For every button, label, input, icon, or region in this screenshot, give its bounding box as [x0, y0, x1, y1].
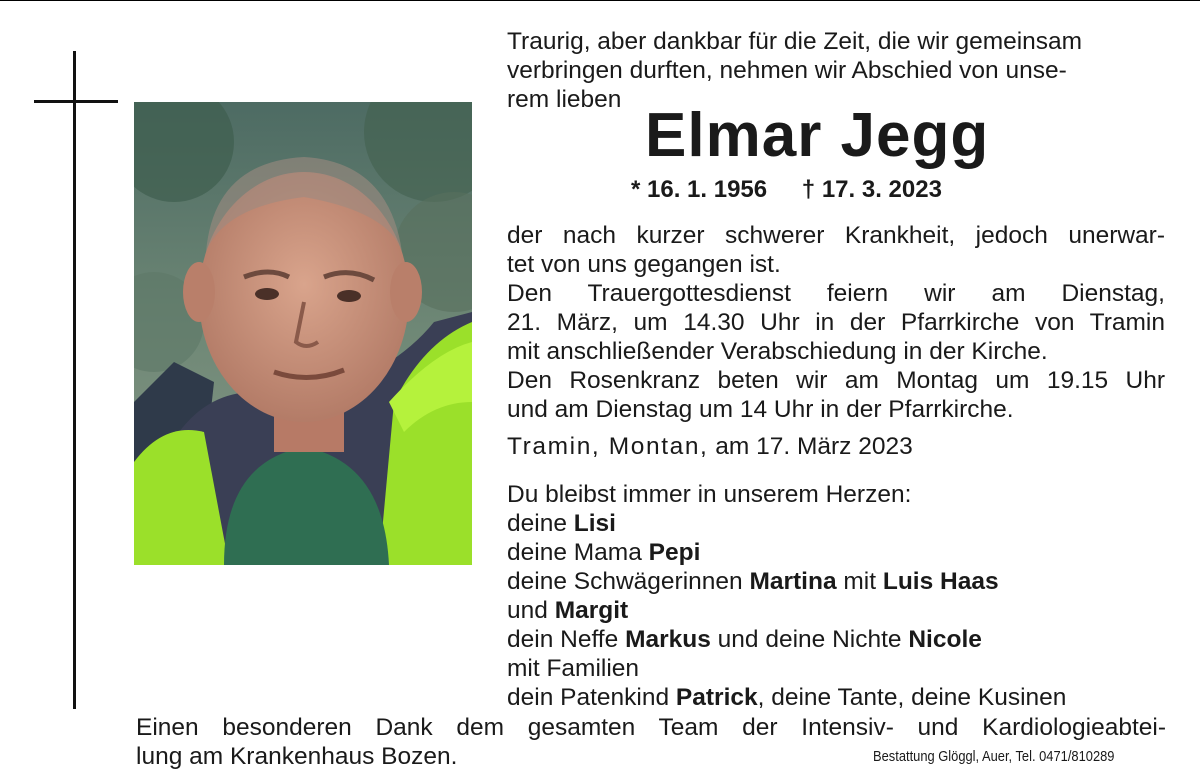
- family-row: deine Mama Pepi: [507, 539, 701, 566]
- thanks-line: Einen besonderen Dank dem gesamten Team der Intensiv- und Kardiologieabtei-: [136, 714, 1166, 741]
- family-list: [507, 480, 1066, 712]
- family-row: deine Lisi: [507, 510, 616, 537]
- intro-line: rem lieben: [507, 86, 622, 113]
- family-row: dein Neffe Markus und deine Nichte Nicole: [507, 626, 982, 653]
- family-name: Patrick: [675, 684, 758, 711]
- family-row: dein Patenkind Patrick, deine Tante, deine Kusinen: [507, 684, 1067, 711]
- body-line: 21. März, um 14.30 Uhr in der Pfarrkirche von Tramin: [507, 309, 1165, 336]
- body-line: tet von uns gegangen ist.: [507, 251, 781, 278]
- notice-date: am 17. März 2023: [708, 433, 913, 460]
- announcement-text: [507, 221, 1165, 424]
- family-name: Nicole: [908, 626, 982, 653]
- family-row: und Margit: [507, 597, 629, 624]
- birth-date: * 16. 1. 1956: [631, 176, 768, 203]
- life-dates: [631, 176, 942, 204]
- family-name: Margit: [554, 597, 629, 624]
- cross-vertical-bar: [73, 51, 76, 709]
- family-name: Luis Haas: [882, 568, 999, 595]
- family-name: Markus: [625, 626, 711, 653]
- body-line: Den Trauergottesdienst feiern wir am Dienstag,: [507, 280, 1165, 307]
- portrait-illustration: [134, 102, 472, 565]
- family-name: Pepi: [648, 539, 701, 566]
- cross-horizontal-bar: [34, 100, 118, 103]
- family-name: Martina: [749, 568, 837, 595]
- family-row: deine Schwägerinnen Martina mit Luis Haas: [507, 568, 999, 595]
- body-line: und am Dienstag um 14 Uhr in der Pfarrkirche.: [507, 396, 1014, 423]
- family-name: Lisi: [573, 510, 616, 537]
- family-heading: Du bleibst immer in unserem Herzen:: [507, 481, 912, 508]
- intro-line: verbringen durften, nehmen wir Abschied von unse-: [507, 57, 1067, 84]
- body-line: mit anschließender Verabschiedung in der Kirche.: [507, 338, 1048, 365]
- deceased-name: Elmar Jegg: [645, 101, 990, 170]
- place-and-date: [507, 432, 913, 461]
- thanks-line: lung am Krankenhaus Bozen.: [136, 743, 458, 770]
- undertaker-contact: Bestattung Glöggl, Auer, Tel. 0471/810289: [873, 748, 1115, 765]
- family-row: mit Familien: [507, 655, 640, 682]
- body-line: Den Rosenkranz beten wir am Montag um 19.15 Uhr: [507, 367, 1165, 394]
- death-date: † 17. 3. 2023: [801, 176, 942, 203]
- intro-line: Traurig, aber dankbar für die Zeit, die wir gemeinsam: [507, 28, 1083, 55]
- body-line: der nach kurzer schwerer Krankheit, jedoch unerwar-: [507, 222, 1165, 249]
- places: Tramin, Montan,: [507, 433, 709, 460]
- portrait-photo: [134, 102, 472, 565]
